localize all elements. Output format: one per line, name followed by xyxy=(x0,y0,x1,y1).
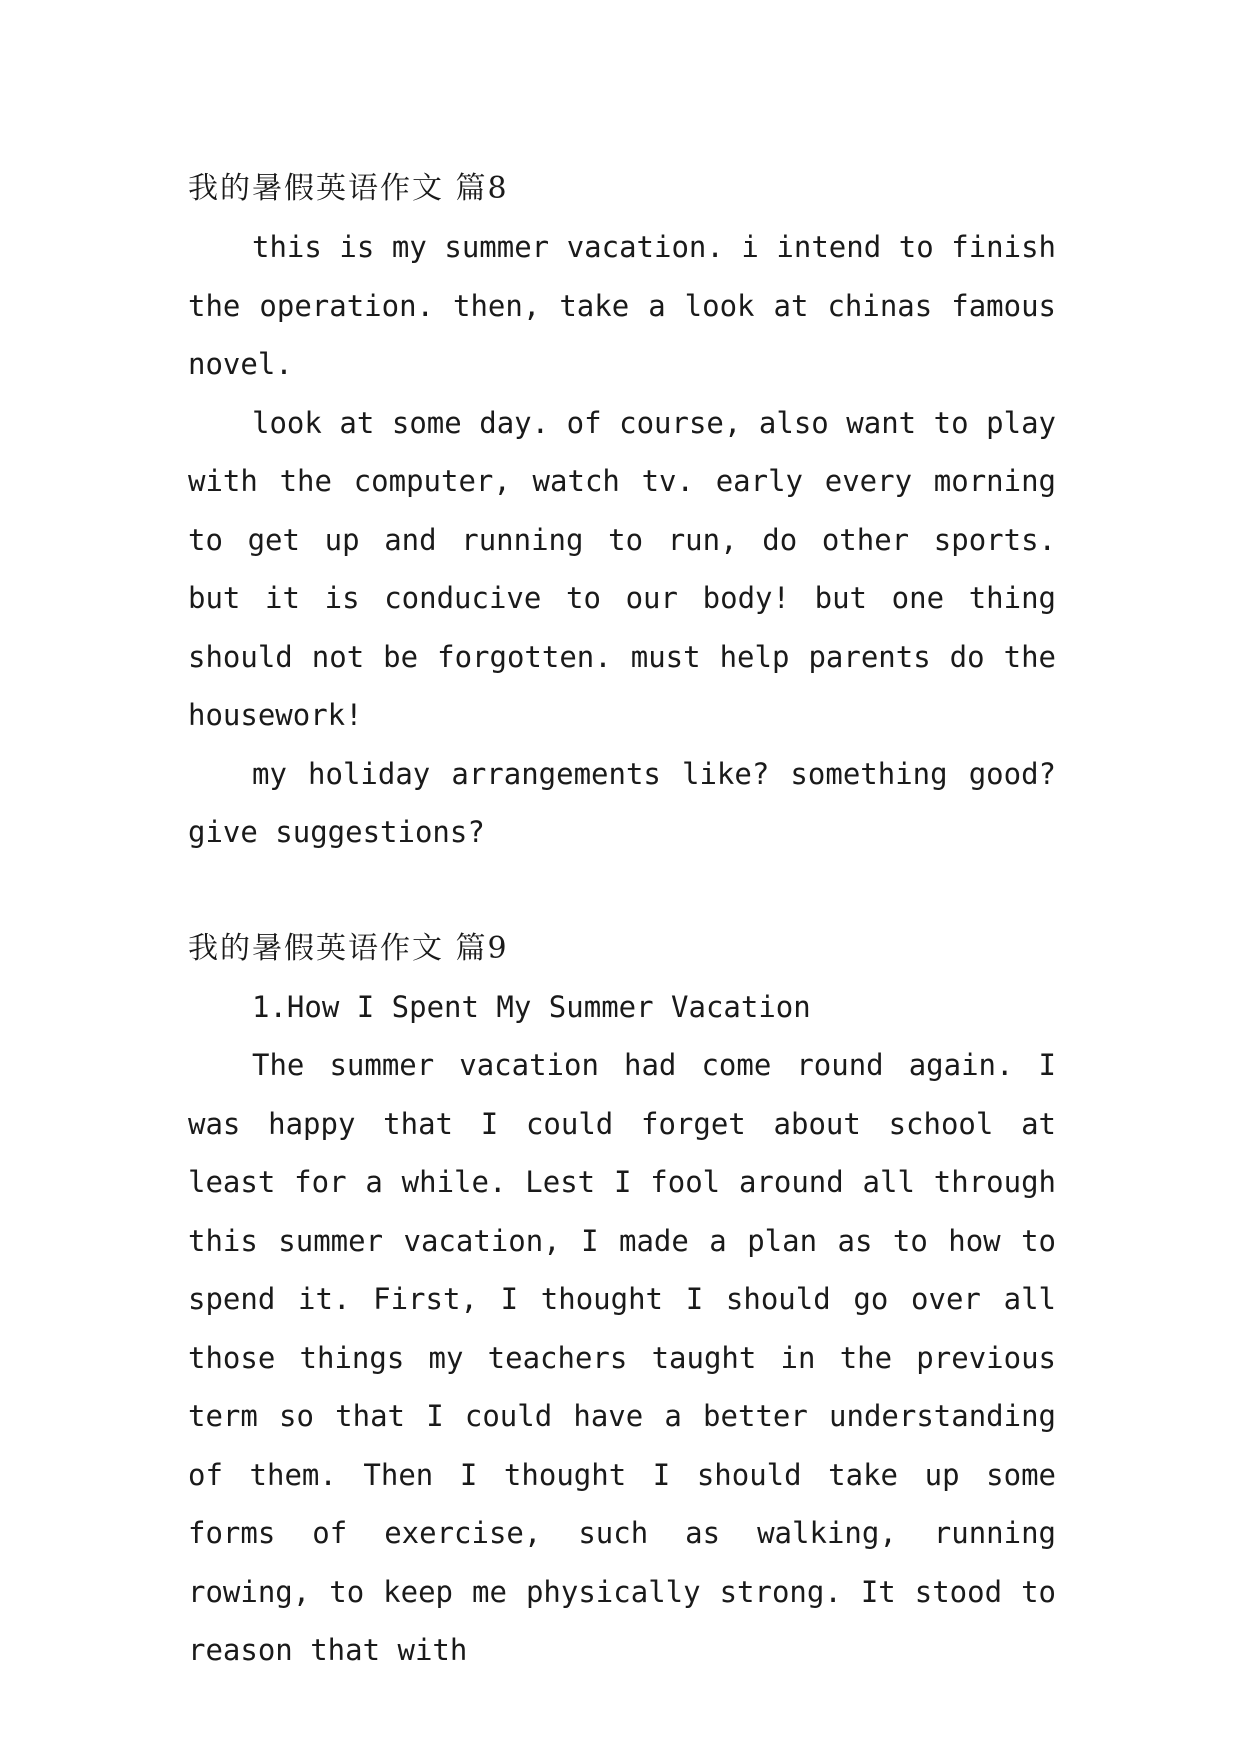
paragraph: my holiday arrangements like? something good? give suggestions? xyxy=(188,756,1056,849)
paragraph: look at some day. of course, also want to play with the computer, watch tv. early every morning to get up and running to run, do other sports. but it is conducive to our body! but one thing should not be forgotten. must help parents do the housework! xyxy=(188,405,1056,732)
paragraph: this is my summer vacation. i intend to finish the operation. then, take a look at chinas famous novel. xyxy=(188,230,1056,381)
essay-title: 1.How I Spent My Summer Vacation xyxy=(252,989,811,1024)
section-heading: 我的暑假英语作文 篇8 xyxy=(188,171,509,206)
section-spacer xyxy=(188,862,1056,920)
document-body xyxy=(188,160,1056,1680)
essay-section-8 xyxy=(188,160,1056,862)
essay-section-9 xyxy=(188,920,1056,1680)
section-heading: 我的暑假英语作文 篇9 xyxy=(188,930,509,966)
paragraph: The summer vacation had come round again. I was happy that I could forget about school at least for a while. Lest I fool around all through this summer vacation, I made a plan as to how to spend it. First, I thought I should go over all those things my teachers taught in the previous term so that I could have a better understanding of them. Then I thought I should take up some forms of exercise, such as walking, running rowing, to keep me physically strong. It stood to reason that with xyxy=(188,1048,1056,1667)
